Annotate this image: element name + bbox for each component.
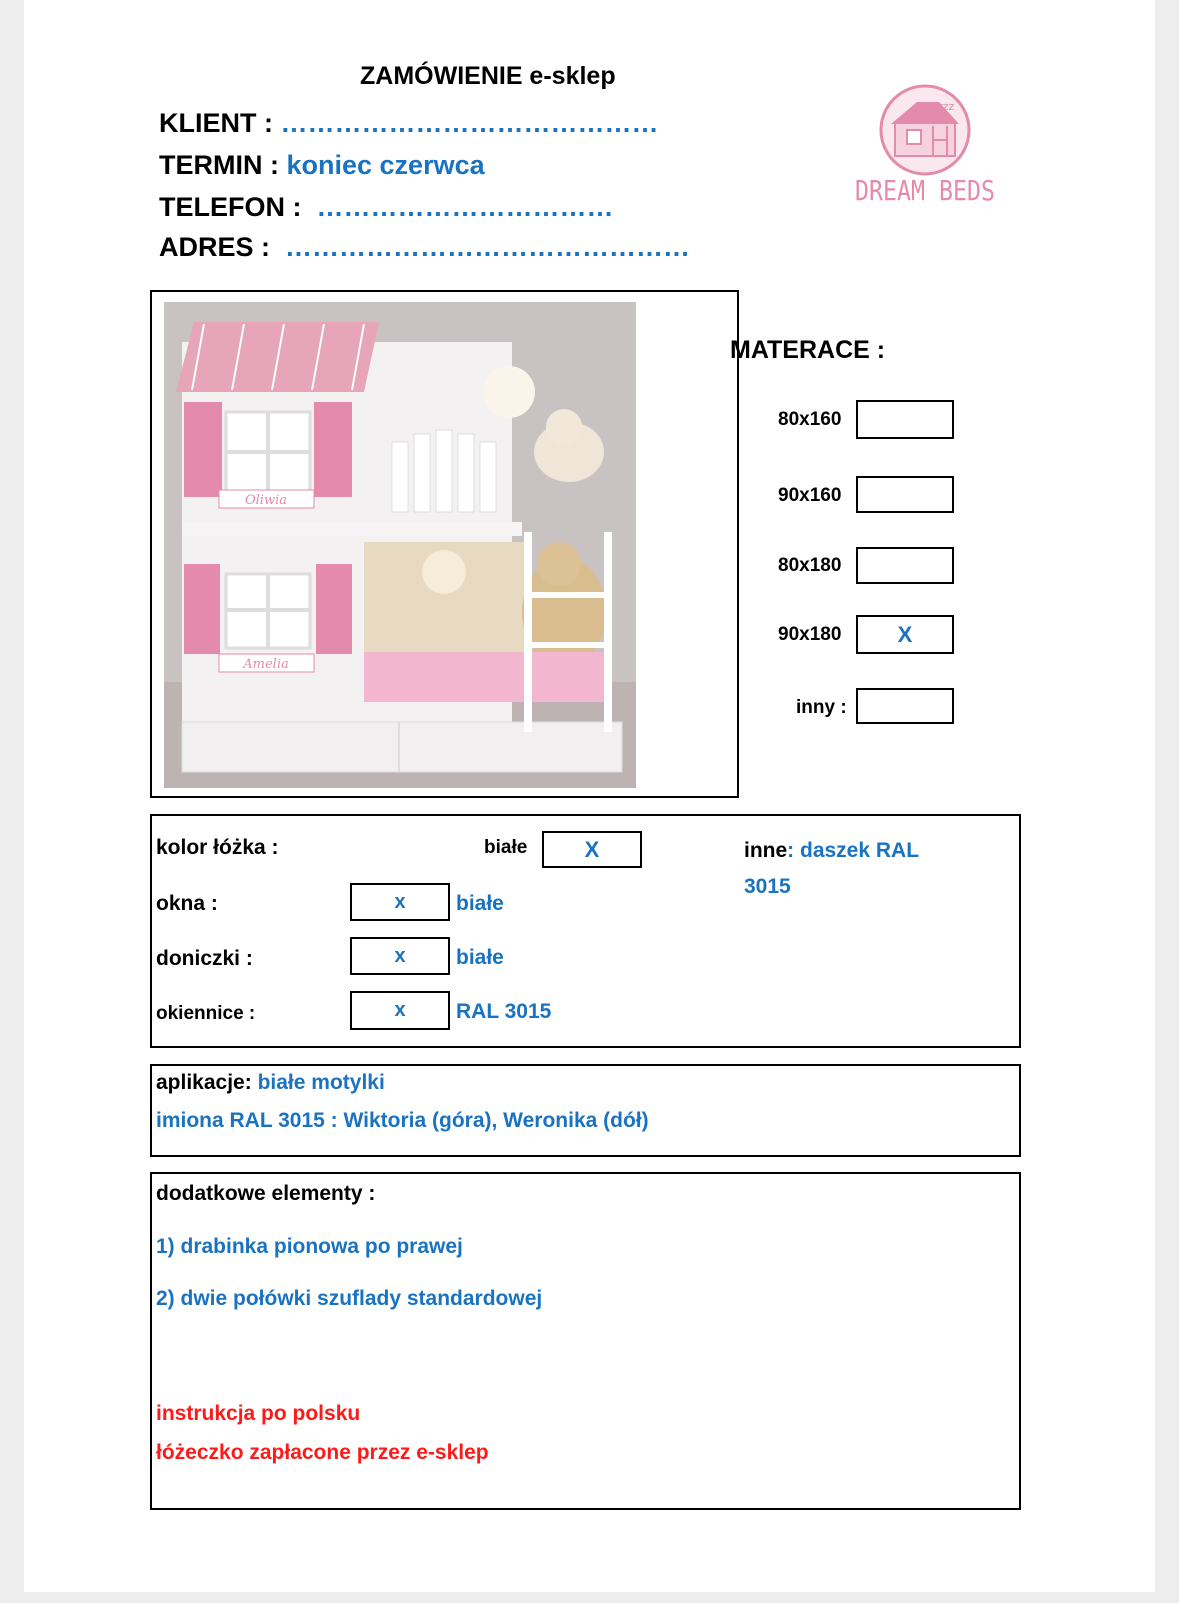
mattress-label-80x180: 80x180	[778, 555, 842, 576]
address-value: ………………………………………	[285, 232, 691, 262]
bed-color-box[interactable]: X	[542, 831, 642, 868]
mattress-heading: MATERACE :	[730, 336, 886, 364]
shutters-box[interactable]: x	[350, 991, 450, 1030]
bunk-bed-photo	[164, 302, 636, 788]
logo-zzz: zzz	[937, 100, 955, 113]
page-title: ZAMÓWIENIE e-sklep	[360, 62, 616, 90]
client-label: KLIENT :	[159, 108, 273, 138]
mattress-box-80x160[interactable]	[856, 400, 954, 439]
phone-row	[159, 192, 614, 223]
photo-name-top: Oliwia	[244, 493, 288, 508]
mattress-label-90x180: 90x180	[778, 624, 842, 645]
shutters-label: okiennice :	[156, 1003, 256, 1024]
house-bed-logo-icon	[855, 82, 1017, 212]
applications-names: imiona RAL 3015 : Wiktoria (góra), Weronika (dół)	[156, 1109, 649, 1132]
phone-label: TELEFON :	[159, 192, 302, 222]
mattress-box-90x160[interactable]	[856, 476, 954, 513]
term-label: TERMIN :	[159, 150, 279, 180]
windows-value: białe	[456, 892, 504, 915]
other-label: inne	[744, 839, 788, 862]
note-instruction: instrukcja po polsku	[156, 1402, 361, 1425]
bed-color-label: kolor łóżka :	[156, 836, 279, 859]
shutters-value: RAL 3015	[456, 1000, 552, 1023]
other-value-line1: : daszek RAL	[787, 839, 920, 862]
bed-color-option: białe	[484, 837, 528, 858]
bunk-bed-house-image-icon	[164, 302, 636, 788]
extras-label: dodatkowe elementy :	[156, 1182, 376, 1205]
client-row	[159, 108, 659, 139]
applications-label: aplikacje:	[156, 1071, 252, 1094]
term-value: koniec czerwca	[286, 150, 485, 180]
mattress-box-other[interactable]	[856, 688, 954, 724]
mattress-label-80x160: 80x160	[778, 409, 842, 430]
photo-name-bottom: Amelia	[243, 657, 289, 672]
other-value-line2: 3015	[744, 875, 791, 898]
client-value: ……………………………………	[280, 108, 659, 138]
address-label: ADRES :	[159, 232, 271, 262]
photo-frame	[150, 290, 739, 798]
phone-value: ……………………………	[316, 192, 614, 222]
mattress-label-other: inny :	[796, 697, 847, 718]
windows-box[interactable]: x	[350, 883, 450, 921]
mattress-label-90x160: 90x160	[778, 485, 842, 506]
address-row	[159, 232, 690, 263]
mattress-box-80x180[interactable]	[856, 547, 954, 584]
order-form-page	[24, 0, 1155, 1592]
dream-beds-logo	[855, 82, 1017, 212]
other-colors	[744, 839, 919, 863]
planters-value: białe	[456, 946, 504, 969]
term-row	[159, 150, 485, 181]
applications-value: białe motylki	[257, 1071, 385, 1094]
mattress-box-90x180[interactable]: X	[856, 615, 954, 654]
logo-brand-text: DREAM BEDS	[855, 174, 995, 207]
planters-box[interactable]: x	[350, 937, 450, 975]
extras-item-2: 2) dwie połówki szuflady standardowej	[156, 1287, 543, 1310]
planters-label: doniczki :	[156, 947, 253, 970]
extras-item-1: 1) drabinka pionowa po prawej	[156, 1235, 463, 1258]
applications-row	[156, 1071, 385, 1095]
note-paid: łóżeczko zapłacone przez e-sklep	[156, 1441, 489, 1464]
windows-label: okna :	[156, 892, 218, 915]
